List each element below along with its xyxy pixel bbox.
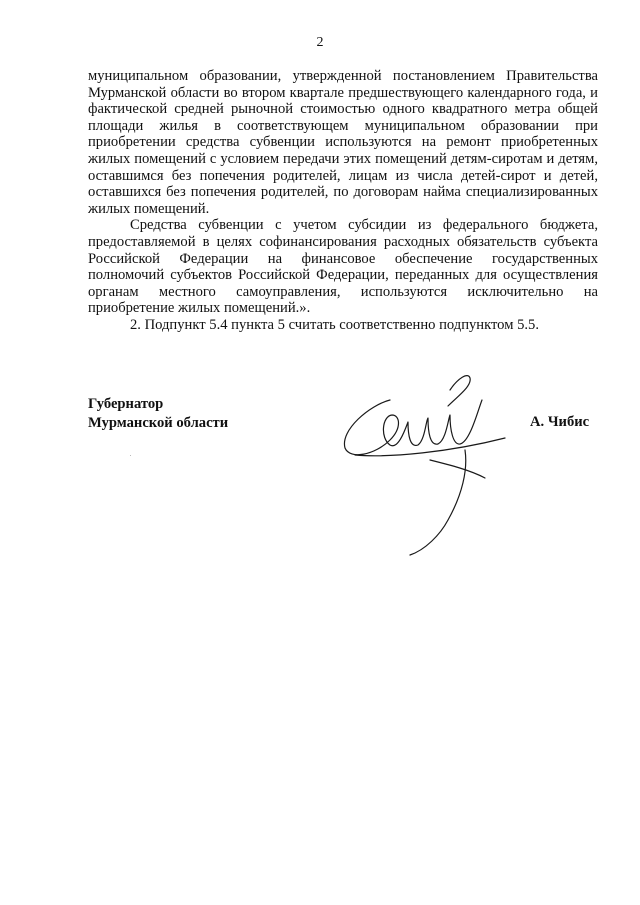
signatory-title-line-2: Мурманской области: [88, 415, 229, 431]
paragraph-subvention-funds: Средства субвенции с учетом субсидии из федерального бюджета, предоставляемой в целях софинансирования расходных обязательств субъекта Российской Федерации на финансовое обеспечение государственных полномочий субъектов Российской Федерации, переданных для осуществления органам местного самоуправления, используются исключительно на приобретение жилых помещений.».: [88, 217, 598, 317]
scan-speck: [130, 455, 131, 456]
signatory-name: А. Чибис: [530, 414, 590, 430]
page-number: 2: [316, 35, 324, 50]
handwritten-signature: [330, 360, 530, 560]
document-body: [88, 68, 598, 334]
paragraph-continuation: муниципальном образовании, утвержденной постановлением Правительства Мурманской области во втором квартале предшествующего календарного года, и фактической средней рыночной стоимостью одного квадратного метра общей площади жилья в соответствующем муниципальном образовании при приобретении средства субвенции используются на ремонт приобретенных жилых помещений с условием передачи этих помещений детям-сиротам и детям, оставшимся без попечения родителей, лицам из числа детей-сирот и детей, оставшихся без попечения родителей, по договорам найма специализированных жилых помещений.: [88, 68, 598, 217]
signatory-title: [88, 395, 228, 433]
paragraph-item-2: 2. Подпункт 5.4 пункта 5 считать соответственно подпунктом 5.5.: [130, 316, 539, 333]
signatory-title-line-1: Губернатор: [88, 396, 164, 412]
